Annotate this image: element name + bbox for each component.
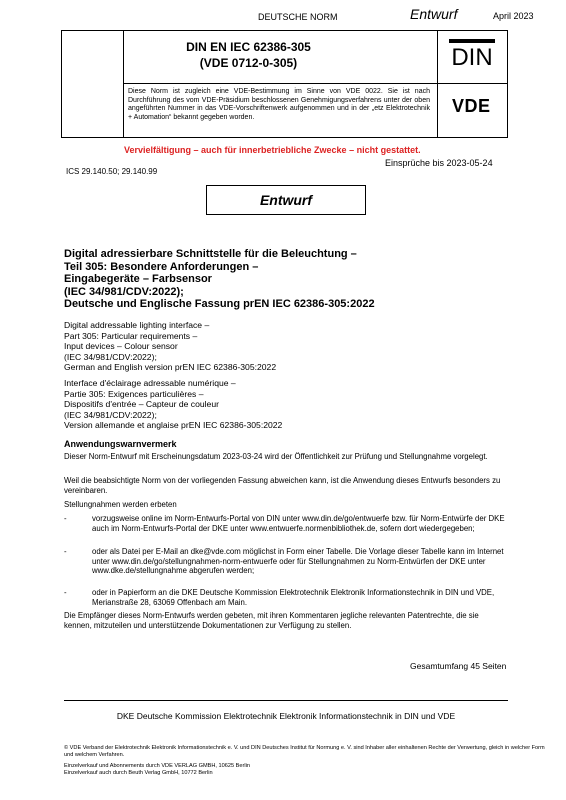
publication-date: April 2023: [493, 11, 534, 21]
title-en-line: German and English version prEN IEC 62386-305:2022: [64, 362, 277, 372]
divider: [64, 700, 508, 701]
title-fr-line: (IEC 34/981/CDV:2022);: [64, 409, 157, 420]
title-de-line: Eingabegeräte – Farbsensor: [64, 273, 212, 285]
title-german: [64, 248, 504, 311]
ics-code: ICS 29.140.50; 29.140.99: [66, 167, 158, 176]
title-fr-line: Version allemande et anglaise prEN IEC 62386-305:2022: [64, 420, 283, 430]
title-de-line: Teil 305: Besondere Anforderungen –: [64, 260, 259, 273]
standard-type-label: DEUTSCHE NORM: [258, 12, 338, 22]
din-logo-text: DIN: [451, 44, 493, 68]
list-item-text: oder als Datei per E-Mail an dke@vde.com möglichst in Form einer Tabelle. Die Vorlage dieser Tabelle kann im Internet unter www.din.de/go/stellungnahmen-norm-entwuerfe oder für Stellungnahmen zu Norm-Entwürfen der DKE unter www.dke.de/stellungnahme abgerufen werden;: [92, 547, 504, 576]
sales-info: Einzelverkauf und Abonnements durch VDE VERLAG GMBH, 10625 Berlin: [64, 763, 250, 769]
vde-logo: VDE: [452, 96, 491, 116]
title-french: [64, 378, 504, 431]
title-english: [64, 320, 504, 373]
list-item-text: vorzugsweise online im Norm-Entwurfs-Portal von DIN unter www.din.de/go/entwuerfe bzw. für Norm-Entwürfe der DKE auch im Norm-Entwurfs-Portal der DKE unter www.entwuerfe.normenbibliothek.de, sofern dort wiedergegeben;: [92, 514, 505, 533]
title-de-line: (IEC 34/981/CDV:2022);: [64, 285, 184, 298]
standard-description: Diese Norm ist zugleich eine VDE-Bestimmung im Sinne von VDE 0022. Sie ist nach Durchführung des vom VDE-Präsidium beschlossenen Genehmigungsverfahrens unter der oben angeführten Nummer in das VDE-Vorschriftenwerk aufgenommen und in der „etz Elektrotechnik + Automation“ bekannt gegeben worden.: [128, 88, 430, 121]
copyright-notice: © VDE Verband der Elektrotechnik Elektronik Informationstechnik e. V. und DIN Deutsches Institut für Normung e. V. sind Inhaber aller einhaltenen Rechte der Verwertung, gleich in welcher Form und welchem Verfahren.: [64, 745, 545, 758]
objections-deadline: Einsprüche bis 2023-05-24: [385, 158, 493, 168]
standard-number: DIN EN IEC 62386-305: [186, 40, 311, 54]
draft-label: Entwurf: [410, 6, 458, 22]
bullet-dash: -: [64, 588, 67, 597]
copy-warning: Vervielfältigung – auch für innerbetriebliche Zwecke – nicht gestattet.: [124, 145, 421, 155]
vde-number: (VDE 0712-0-305): [199, 56, 298, 70]
title-de-line: Deutsche und Englische Fassung prEN IEC 62386-305:2022: [64, 298, 375, 310]
title-en-line: (IEC 34/981/CDV:2022);: [64, 351, 157, 362]
draft-box-label: Entwurf: [259, 192, 313, 208]
title-fr-line: Partie 305: Exigences particulières –: [64, 388, 204, 399]
application-note-heading: Anwendungswarnvermerk: [64, 439, 177, 449]
title-de-line: Digital adressierbare Schnittstelle für die Beleuchtung –: [64, 248, 357, 260]
title-en-line: Part 305: Particular requirements –: [64, 330, 198, 341]
application-note-paragraph: Dieser Norm-Entwurf mit Erscheinungsdatum 2023-03-24 wird der Öffentlichkeit zur Prüfung und Stellungnahme vorgelegt.: [64, 452, 488, 461]
total-pages: Gesamtumfang 45 Seiten: [410, 661, 507, 671]
patent-note: Die Empfänger dieses Norm-Entwurfs werden gebeten, mit ihren Kommentaren jegliche relevanten Patentrechte, die sie kennen, mitzuteilen und unterstützende Dokumentationen zur Verfügung zu stellen.: [64, 611, 479, 630]
list-item-text: oder in Papierform an die DKE Deutsche Kommission Elektrotechnik Elektronik Informationstechnik in DIN und VDE, Merianstraße 28, 63069 Offenbach am Main.: [92, 588, 495, 607]
application-note-paragraph: Weil die beabsichtigte Norm von der vorliegenden Fassung abweichen kann, ist die Anwendung dieses Entwurfs besonders zu vereinbaren.: [64, 476, 501, 495]
dke-line: DKE Deutsche Kommission Elektrotechnik Elektronik Informationstechnik in DIN und VDE: [116, 711, 456, 721]
comments-label: Stellungnahmen werden erbeten: [64, 500, 177, 509]
sales-info: Einzelverkauf auch durch Beuth Verlag GmbH, 10772 Berlin: [64, 770, 213, 776]
title-fr-line: Dispositifs d'entrée – Capteur de couleur: [64, 399, 219, 409]
title-en-line: Input devices – Colour sensor: [64, 341, 178, 351]
title-fr-line: Interface d'éclairage adressable numérique –: [64, 378, 236, 388]
title-en-line: Digital addressable lighting interface –: [64, 320, 210, 330]
bullet-dash: -: [64, 514, 67, 523]
din-logo: [448, 38, 496, 68]
bullet-dash: -: [64, 547, 67, 556]
